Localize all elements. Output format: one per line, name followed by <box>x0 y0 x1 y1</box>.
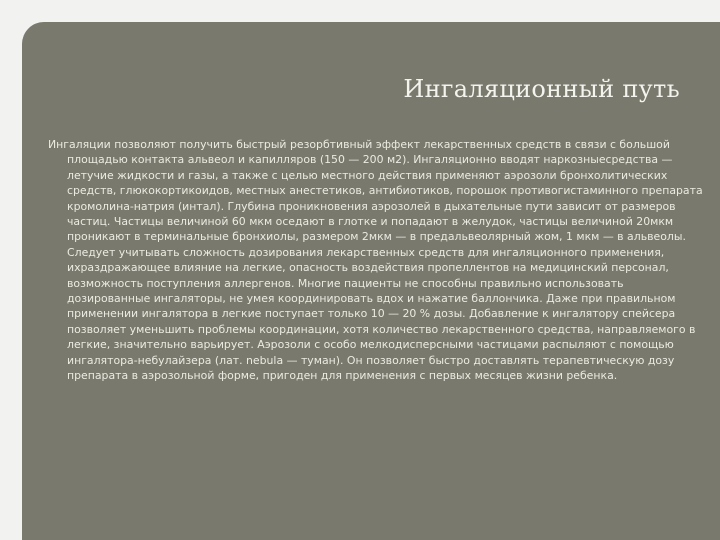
slide-title: Ингаляционный путь <box>403 75 680 103</box>
body-paragraph: Ингаляции позволяют получить быстрый резорбтивный эффект лекарственных средств в связи с большой площадью контакта альвеол и капилляров (150 — 200 м2). Ингаляционно вводят наркозныесредства — летучие жидкости и газы, а также с целью местного действия применяют аэрозоли бронхолитических средств, глюкокортикоидов, местных анестетиков, антибиотиков, порошок противогистаминного препарата кромолина-натрия (интал). Глубина проникновения аэрозолей в дыхательные пути зависит от размеров частиц. Частицы величиной 60 мкм оседают в глотке и попадают в желудок, частицы величиной 20мкм проникают в терминальные бронхиолы, размером 2мкм — в предальвеолярный жом, 1 мкм — в альвеолы. Следует учитывать сложность дозирования лекарственных средств для ингаляционного применения, ихраздражающее влияние на легкие, опасность воздействия пропеллентов на медицинский персонал, возможность поступления аллергенов. Многие пациенты не способны правильно использовать дозированные ингаляторы, не умея координировать вдох и нажатие баллончика. Даже при правильном применении ингалятора в легкие поступает только 10 — 20 % дозы. Добавление к ингалятору спейсера позволяет уменьшить проблемы координации, хотя количество лекарственного средства, направляемого в легкие, значительно варьирует. Аэрозоли с особо мелкодисперсными частицами распыляют с помощью ингалятора-небулайзера (лат. nebula — туман). Он позволяет быстро доставлять терапевтическую дозу препарата в аэрозольной форме, пригоден для применения с первых месяцев жизни ребенка. <box>48 138 703 383</box>
